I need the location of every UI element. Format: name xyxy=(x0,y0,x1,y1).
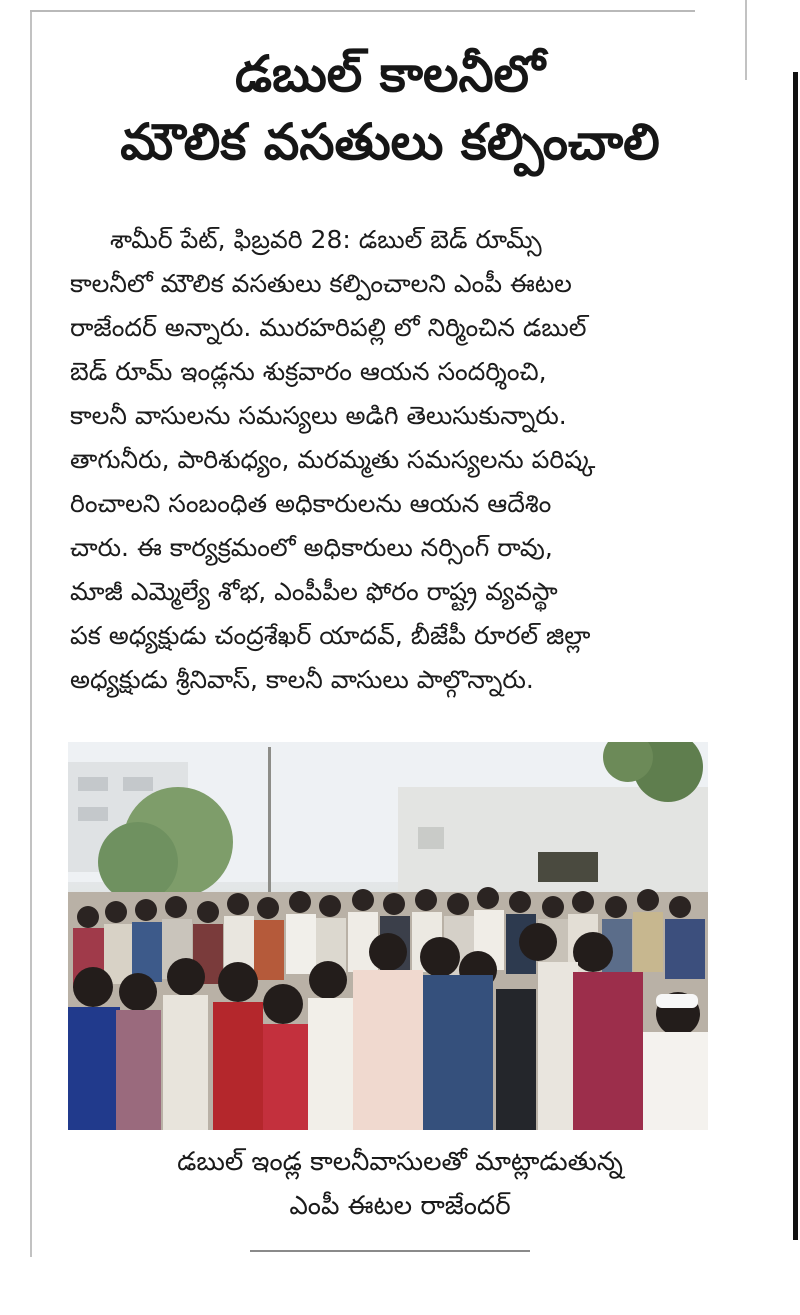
bottom-rule xyxy=(250,1250,530,1252)
article-line: మాజీ ఎమ్మెల్యే శోభ, ఎంపీపీల ఫోరం రాష్ట్ర వ్యవస్థా xyxy=(70,577,558,606)
article-headline xyxy=(40,40,740,176)
column-divider-left xyxy=(30,12,32,1257)
article-line: అధ్యక్షుడు శ్రీనివాస్, కాలనీ వాసులు పాల్గొన్నారు. xyxy=(70,665,534,694)
article-line: కాలనీలో మౌలిక వసతులు కల్పించాలని ఎంపీ ఈటల xyxy=(70,269,572,298)
headline-line-2: మౌలిక వసతులు కల్పించాలి xyxy=(120,113,660,171)
column-divider-right xyxy=(745,0,747,80)
top-rule xyxy=(30,10,695,12)
article-body xyxy=(70,218,710,702)
article-line: తాగునీరు, పారిశుధ్యం, మరమ్మతు సమస్యలను పరిష్క xyxy=(70,445,596,474)
article-line: శామీర్ పేట్, ఫిబ్రవరి 28: డబుల్ బెడ్ రూమ్స్ xyxy=(110,225,542,254)
article-line: పక అధ్యక్షుడు చంద్రశేఖర్ యాదవ్, బీజేపీ రూరల్ జిల్లా xyxy=(70,621,591,650)
caption-line-2: ఎంపీ ఈటల రాజేందర్ xyxy=(289,1191,511,1221)
article-line: రించాలని సంబంధిత అధికారులను ఆయన ఆదేశిం xyxy=(70,489,552,518)
headline-line-1: డబుల్ కాలనీలో xyxy=(234,45,545,103)
caption-line-1: డబుల్ ఇండ్ల కాలనీవాసులతో మాట్లాడుతున్న xyxy=(177,1147,623,1177)
photo-caption xyxy=(40,1140,760,1228)
article-line: చారు. ఈ కార్యక్రమంలో అధికారులు నర్సింగ్ రావు, xyxy=(70,533,553,562)
page-edge-bar xyxy=(793,72,798,1240)
crowd-photo-illustration xyxy=(68,742,708,1130)
article-line: కాలనీ వాసులను సమస్యలు అడిగి తెలుసుకున్నారు. xyxy=(70,401,567,430)
article-line: బెడ్ రూమ్ ఇండ్లను శుక్రవారం ఆయన సందర్శించి, xyxy=(70,357,547,386)
crowd-photo xyxy=(68,742,708,1130)
article-line: రాజేందర్ అన్నారు. మురహరిపల్లి లో నిర్మించిన డబుల్ xyxy=(70,313,587,342)
